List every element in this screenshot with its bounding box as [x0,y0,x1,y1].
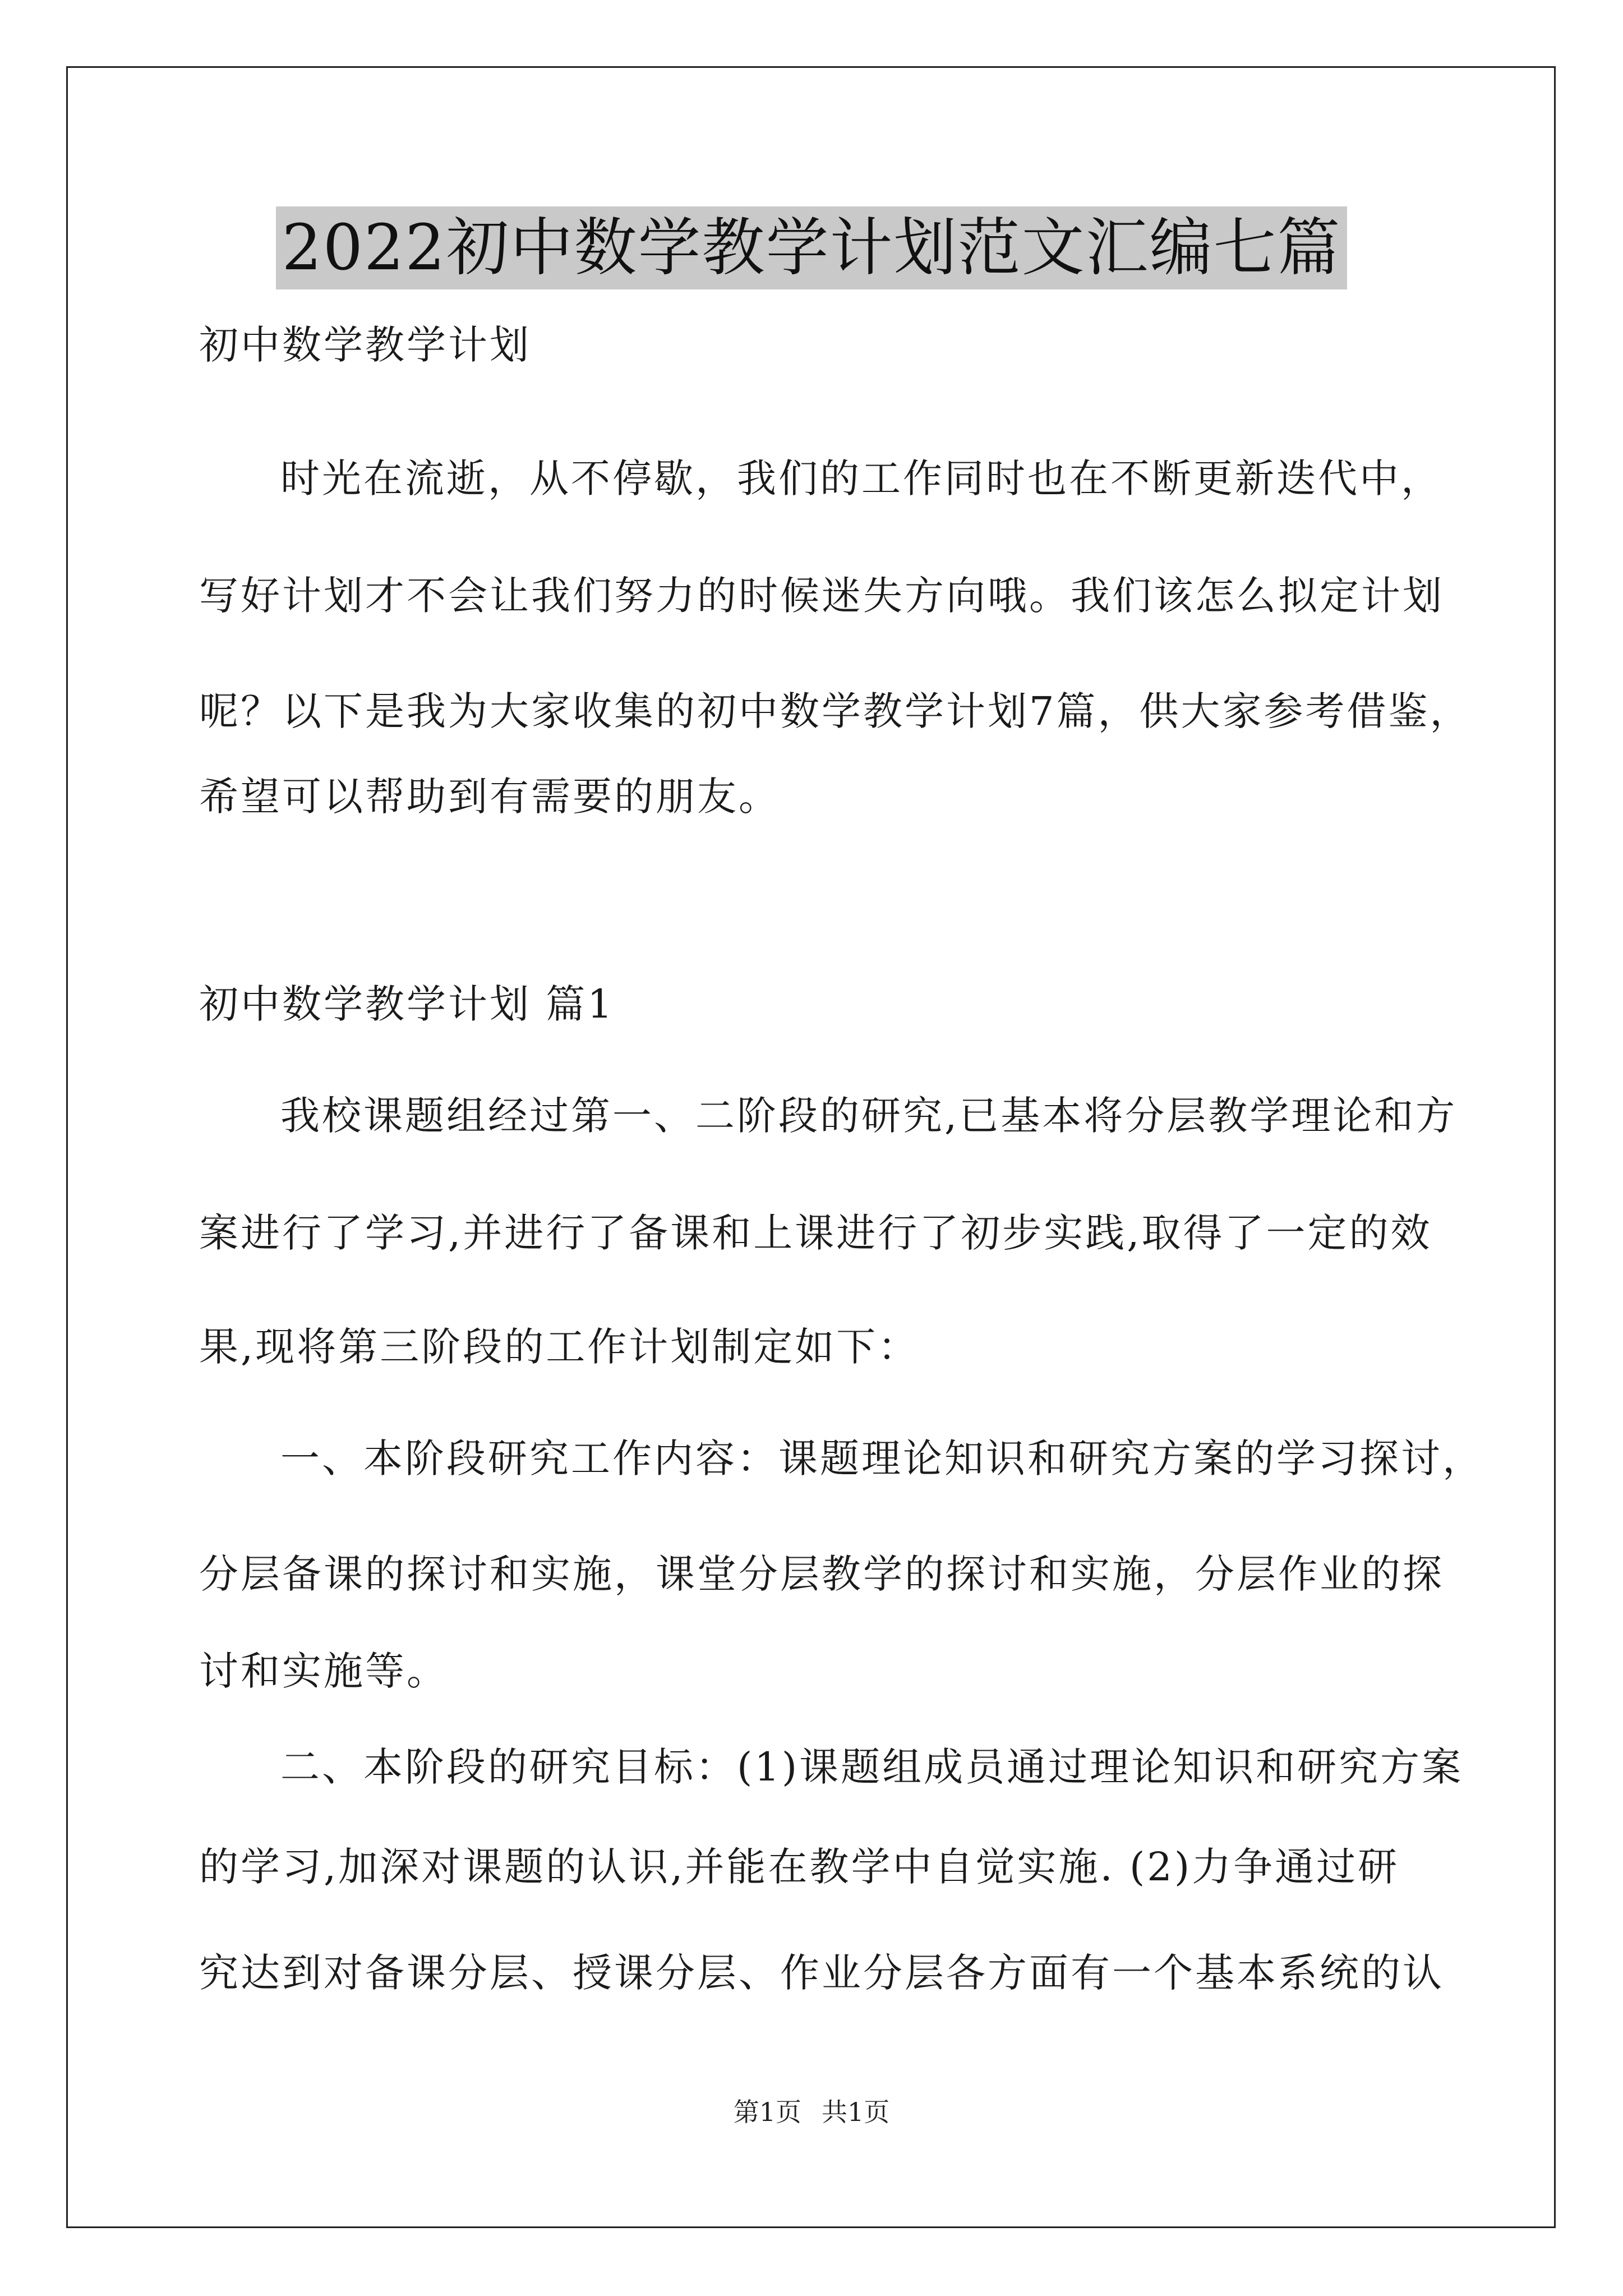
paragraph-line: 呢？以下是我为大家收集的初中数学教学计划7篇，供大家参考借鉴， [199,688,1472,734]
paragraph-line: 一、本阶段研究工作内容：课题理论知识和研究方案的学习探讨， [280,1435,1484,1481]
page-number: 第1页 [733,2097,801,2127]
title-container [0,206,1623,289]
paragraph-line: 时光在流逝，从不停歇，我们的工作同时也在不断更新迭代中， [280,455,1442,501]
paragraph-line: 我校课题组经过第一、二阶段的研究,已基本将分层教学理论和方 [280,1093,1458,1139]
paragraph-line: 的学习,加深对课题的认识,并能在教学中自觉实施. (2)力争通过研 [199,1844,1400,1890]
paragraph-line: 果,现将第三阶段的工作计划制定如下： [199,1324,920,1370]
paragraph-line: 写好计划才不会让我们努力的时候迷失方向哦。我们该怎么拟定计划 [199,573,1444,619]
paragraph-line: 究达到对备课分层、授课分层、作业分层各方面有一个基本系统的认 [199,1950,1444,1996]
section-heading: 初中数学教学计划 [199,322,531,368]
page-total: 共1页 [822,2097,890,2127]
section-heading: 初中数学教学计划 篇1 [199,981,615,1027]
paragraph-line: 案进行了学习,并进行了备课和上课进行了初步实践,取得了一定的效 [199,1210,1432,1256]
document-title: 2022初中数学教学计划范文汇编七篇 [276,206,1347,289]
paragraph-line: 希望可以帮助到有需要的朋友。 [199,774,780,820]
paragraph-line: 二、本阶段的研究目标：(1)课题组成员通过理论知识和研究方案 [280,1744,1464,1790]
page-footer [0,2095,1623,2129]
page-border [66,66,1556,2228]
paragraph-line: 分层备课的探讨和实施，课堂分层教学的探讨和实施，分层作业的探 [199,1551,1444,1597]
paragraph-line: 讨和实施等。 [199,1648,448,1694]
